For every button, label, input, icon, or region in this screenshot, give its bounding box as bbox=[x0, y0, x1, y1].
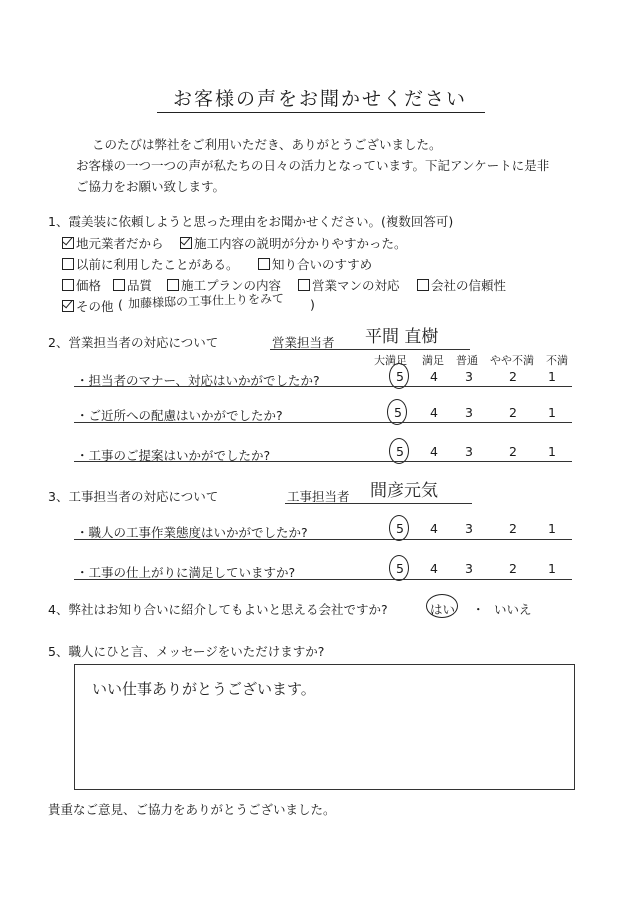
scale-header-somewhat-dissatisfied: やや不満 bbox=[490, 354, 534, 367]
rating-option[interactable]: 3 bbox=[465, 405, 473, 420]
rating-option[interactable]: 2 bbox=[509, 444, 517, 459]
checkbox-icon[interactable] bbox=[62, 279, 74, 291]
scale-header-very-satisfied: 大満足 bbox=[374, 354, 407, 367]
selected-answer-circle bbox=[426, 594, 458, 618]
rating-option[interactable]: 2 bbox=[509, 521, 517, 536]
scale-header-neutral: 普通 bbox=[456, 354, 478, 367]
q2-item-neighbors: ・ご近所への配慮はいかがでしたか? bbox=[76, 408, 283, 423]
title-underline bbox=[157, 112, 485, 113]
q1-option-explanation[interactable]: 施工内容の説明が分かりやすかった。 bbox=[180, 234, 407, 252]
rating-option[interactable]: 1 bbox=[548, 444, 556, 459]
row-underline bbox=[74, 422, 572, 423]
q3-item-finish: ・工事の仕上がりに満足していますか? bbox=[76, 565, 296, 580]
q1-option-previous[interactable]: 以前に利用したことがある。 bbox=[62, 255, 239, 273]
rating-option[interactable]: 5 bbox=[396, 561, 404, 576]
q3-question: 3、工事担当者の対応について bbox=[48, 489, 219, 504]
intro-line-2: お客様の一つ一つの声が私たちの日々の活力となっています。下記アンケートに是非 bbox=[76, 158, 550, 173]
rating-option[interactable]: 1 bbox=[548, 561, 556, 576]
scale-header-satisfied: 満足 bbox=[422, 354, 444, 367]
checkbox-icon[interactable] bbox=[62, 237, 74, 249]
scale-header-dissatisfied: 不満 bbox=[546, 354, 568, 367]
rating-option[interactable]: 3 bbox=[465, 521, 473, 536]
q1-option-quality[interactable]: 品質 bbox=[113, 276, 152, 294]
checkbox-icon[interactable] bbox=[113, 279, 125, 291]
q1-option-plan[interactable]: 施工プランの内容 bbox=[167, 276, 281, 294]
row-underline bbox=[74, 579, 572, 580]
row-underline bbox=[74, 461, 572, 462]
rating-option[interactable]: 4 bbox=[430, 444, 438, 459]
q4-separator: ・ bbox=[472, 602, 485, 617]
row-underline bbox=[74, 386, 572, 387]
row-underline bbox=[74, 539, 572, 540]
q1-option-other[interactable]: その他 bbox=[62, 297, 114, 315]
q1-other-handwritten: 加藤様邸の工事仕上りをみて bbox=[127, 291, 285, 311]
q1-question: 1、霞美装に依頼しようと思った理由をお聞かせください。(複数回答可) bbox=[48, 214, 454, 229]
q3-staff-name: 間彦元気 bbox=[370, 481, 438, 501]
rating-option[interactable]: 4 bbox=[430, 369, 438, 384]
q4-yes-option[interactable]: はい bbox=[430, 602, 456, 617]
rating-option[interactable]: 5 bbox=[396, 369, 404, 384]
q1-option-price[interactable]: 価格 bbox=[62, 276, 101, 294]
q1-other-close-paren: ) bbox=[310, 297, 315, 312]
q2-staff-name: 平間 直樹 bbox=[365, 327, 439, 347]
checkbox-icon[interactable] bbox=[62, 258, 74, 270]
q3-staff-label: 工事担当者 bbox=[287, 489, 350, 504]
q2-staff-underline bbox=[270, 349, 470, 350]
rating-option[interactable]: 3 bbox=[465, 561, 473, 576]
rating-option[interactable]: 4 bbox=[430, 561, 438, 576]
q1-option-local[interactable]: 地元業者だから bbox=[62, 234, 164, 252]
q2-question: 2、営業担当者の対応について bbox=[48, 335, 219, 350]
checkbox-icon[interactable] bbox=[258, 258, 270, 270]
q3-staff-underline bbox=[285, 503, 472, 504]
rating-option[interactable]: 4 bbox=[430, 521, 438, 536]
message-answer: いい仕事ありがとうございます。 bbox=[92, 680, 316, 698]
intro-line-1: このたびは弊社をご利用いただき、ありがとうございました。 bbox=[92, 137, 442, 152]
rating-option[interactable]: 2 bbox=[509, 561, 517, 576]
intro-line-3: ご協力をお願い致します。 bbox=[76, 179, 226, 194]
checkbox-icon[interactable] bbox=[167, 279, 179, 291]
rating-option[interactable]: 1 bbox=[548, 405, 556, 420]
rating-option[interactable]: 1 bbox=[548, 521, 556, 536]
rating-option[interactable]: 1 bbox=[548, 369, 556, 384]
q2-item-manner: ・担当者のマナー、対応はいかがでしたか? bbox=[76, 373, 320, 388]
q1-other-open-paren: ( bbox=[118, 297, 123, 312]
checkbox-icon[interactable] bbox=[417, 279, 429, 291]
q2-item-proposal: ・工事のご提案はいかがでしたか? bbox=[76, 448, 271, 463]
rating-option[interactable]: 5 bbox=[394, 405, 402, 420]
q4-question: 4、弊社はお知り合いに紹介してもよいと思える会社ですか? bbox=[48, 602, 388, 617]
page-title: お客様の声をお聞かせください bbox=[172, 88, 467, 110]
rating-option[interactable]: 2 bbox=[509, 405, 517, 420]
rating-option[interactable]: 3 bbox=[465, 444, 473, 459]
q3-item-attitude: ・職人の工事作業態度はいかがでしたか? bbox=[76, 525, 308, 540]
rating-option[interactable]: 3 bbox=[465, 369, 473, 384]
q2-staff-label: 営業担当者 bbox=[272, 335, 335, 350]
q4-no-option[interactable]: いいえ bbox=[494, 602, 532, 617]
q1-option-referral[interactable]: 知り合いのすすめ bbox=[258, 255, 372, 273]
q1-option-sales[interactable]: 営業マンの対応 bbox=[298, 276, 400, 294]
selected-rating-circle bbox=[389, 515, 409, 541]
q5-question: 5、職人にひと言、メッセージをいただけますか? bbox=[48, 644, 325, 659]
rating-option[interactable]: 5 bbox=[396, 521, 404, 536]
checkbox-icon[interactable] bbox=[180, 237, 192, 249]
checkbox-icon[interactable] bbox=[298, 279, 310, 291]
rating-option[interactable]: 2 bbox=[509, 369, 517, 384]
q1-option-trust[interactable]: 会社の信頼性 bbox=[417, 276, 506, 294]
rating-option[interactable]: 4 bbox=[430, 405, 438, 420]
rating-option[interactable]: 5 bbox=[396, 444, 404, 459]
closing-message: 貴重なご意見、ご協力をありがとうございました。 bbox=[48, 802, 336, 817]
selected-rating-circle bbox=[389, 555, 409, 581]
checkbox-icon[interactable] bbox=[62, 300, 74, 312]
